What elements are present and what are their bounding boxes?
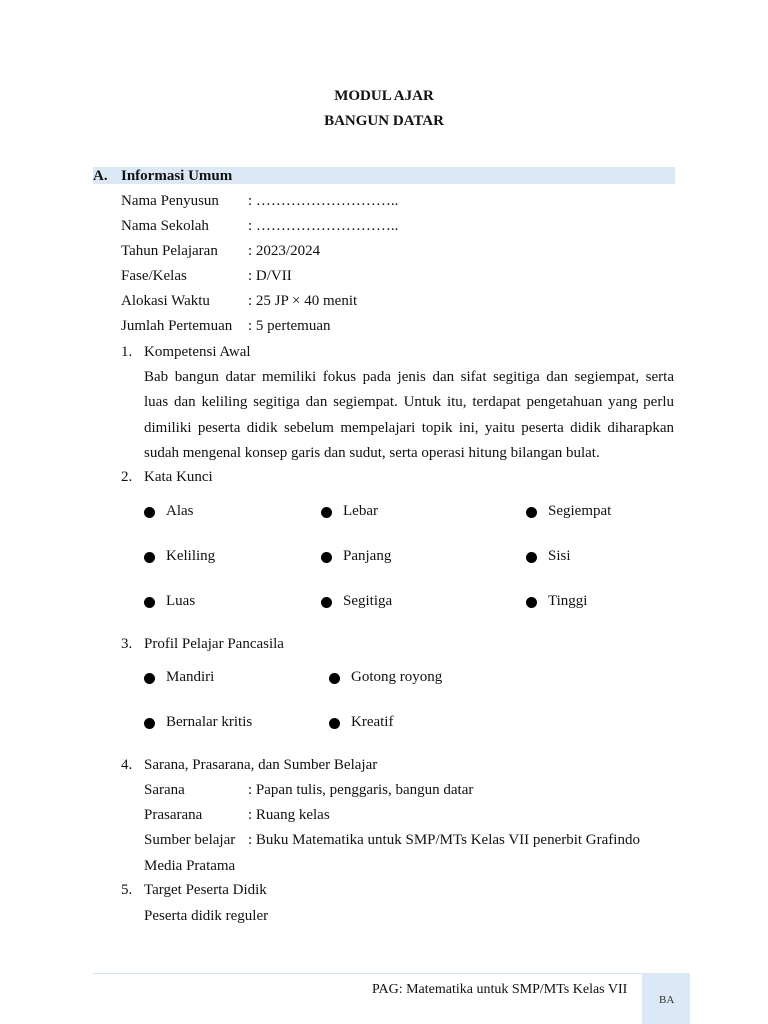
info-label: Alokasi Waktu xyxy=(121,293,210,309)
sarana-value: : Papan tulis, penggaris, bangun datar xyxy=(248,782,474,798)
profile-item: Gotong royong xyxy=(351,669,443,685)
info-value: : D/VII xyxy=(248,268,292,284)
bullet-icon xyxy=(144,552,155,563)
section-heading: Informasi Umum xyxy=(121,168,233,184)
footer-divider xyxy=(93,973,642,974)
sarana-value: : Ruang kelas xyxy=(248,807,330,823)
info-label: Nama Penyusun xyxy=(121,193,219,209)
paragraph-line: sudah mengenal konsep garis dan sudut, serta operasi hitung bilangan bulat. xyxy=(144,444,600,461)
keyword-item: Keliling xyxy=(166,548,216,564)
paragraph-line: dimiliki peserta didik sebelum mempelajari topik ini, yaitu peserta didik diharapkan xyxy=(144,419,674,436)
profile-item: Mandiri xyxy=(166,669,215,685)
bullet-icon xyxy=(321,597,332,608)
keyword-item: Luas xyxy=(166,593,196,609)
paragraph-line: Bab bangun datar memiliki fokus pada jenis dan sifat segitiga dan segiempat, serta xyxy=(144,369,674,385)
sarana-label: Sumber belajar xyxy=(144,832,236,848)
bullet-icon xyxy=(144,718,155,729)
bullet-icon xyxy=(144,597,155,608)
info-label: Jumlah Pertemuan xyxy=(121,318,233,334)
info-label: Tahun Pelajaran xyxy=(121,243,218,259)
item-number: 4. xyxy=(121,757,133,773)
info-label: Nama Sekolah xyxy=(121,218,209,234)
sarana-label: Prasarana xyxy=(144,807,203,823)
keyword-item: Sisi xyxy=(548,548,571,564)
keyword-item: Segitiga xyxy=(343,593,393,609)
sarana-label: Sarana xyxy=(144,782,185,798)
kompetensi-paragraph xyxy=(144,365,674,466)
profile-item: Bernalar kritis xyxy=(166,714,253,730)
info-value: : 25 JP × 40 menit xyxy=(248,293,358,309)
document-subtitle: BANGUN DATAR xyxy=(324,113,444,129)
item-title: Kata Kunci xyxy=(144,469,213,485)
item-title: Sarana, Prasarana, dan Sumber Belajar xyxy=(144,757,378,773)
item-number: 1. xyxy=(121,344,133,360)
bullet-icon xyxy=(526,597,537,608)
bullet-icon xyxy=(526,552,537,563)
bullet-icon xyxy=(321,507,332,518)
section-letter: A. xyxy=(93,168,108,184)
item-title: Target Peserta Didik xyxy=(144,882,267,898)
bullet-icon xyxy=(329,718,340,729)
keyword-item: Tinggi xyxy=(548,593,588,609)
bullet-icon xyxy=(321,552,332,563)
item-number: 3. xyxy=(121,636,133,652)
page-number: BA xyxy=(659,994,675,1006)
item-number: 5. xyxy=(121,882,133,898)
keyword-item: Lebar xyxy=(343,503,378,519)
item-title: Profil Pelajar Pancasila xyxy=(144,636,284,652)
document-title: MODUL AJAR xyxy=(334,88,434,104)
info-value: : 5 pertemuan xyxy=(248,318,331,334)
bullet-icon xyxy=(526,507,537,518)
bullet-icon xyxy=(144,673,155,684)
bullet-icon xyxy=(144,507,155,518)
item-title: Kompetensi Awal xyxy=(144,344,251,360)
sarana-value: : Buku Matematika untuk SMP/MTs Kelas VII penerbit Grafindo xyxy=(248,832,640,848)
keyword-item: Alas xyxy=(166,503,194,519)
keyword-item: Panjang xyxy=(343,548,392,564)
item-number: 2. xyxy=(121,469,133,485)
info-value: : ……………………….. xyxy=(248,218,399,234)
target-body: Peserta didik reguler xyxy=(144,908,269,924)
info-value: : 2023/2024 xyxy=(248,243,321,259)
sarana-continuation: Media Pratama xyxy=(144,858,236,874)
paragraph-line: luas dan keliling segitiga dan segiempat. Untuk itu, terdapat pengetahuan yang perlu xyxy=(144,394,674,411)
info-value: : ……………………….. xyxy=(248,193,399,209)
keyword-item: Segiempat xyxy=(548,503,612,519)
bullet-icon xyxy=(329,673,340,684)
info-label: Fase/Kelas xyxy=(121,268,187,284)
profile-item: Kreatif xyxy=(351,714,394,730)
footer-text: PAG: Matematika untuk SMP/MTs Kelas VII xyxy=(372,982,628,997)
